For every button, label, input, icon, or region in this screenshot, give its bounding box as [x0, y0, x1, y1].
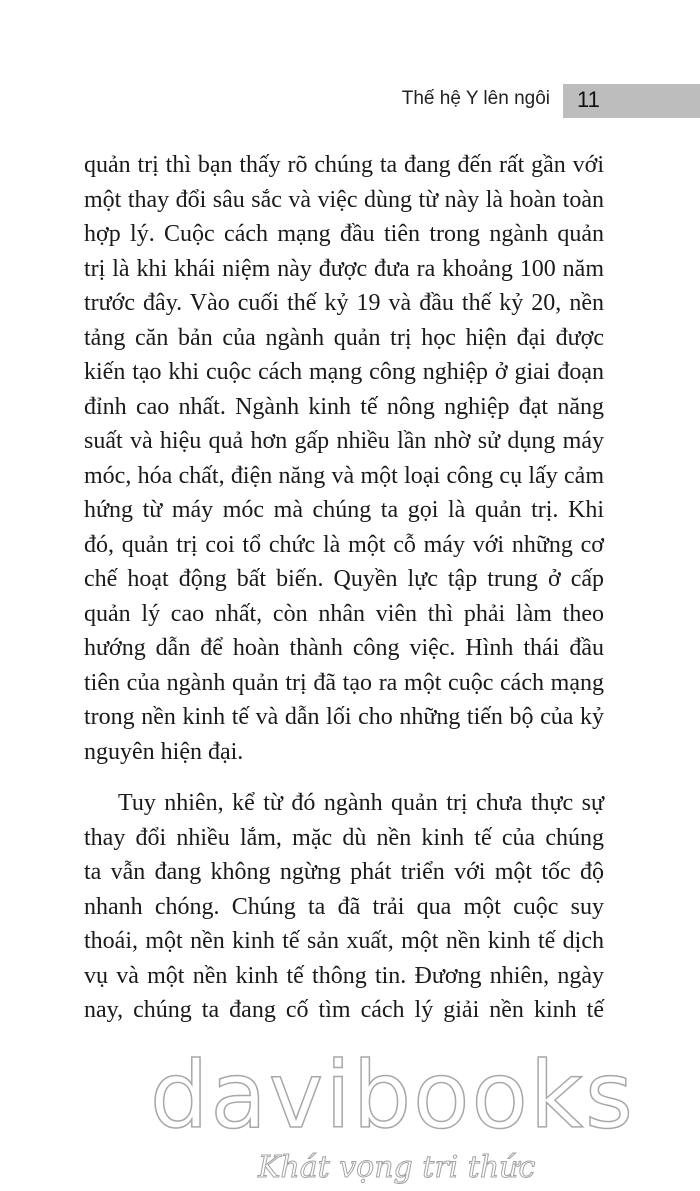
- text-line: móc, hóa chất, điện năng và một loại công cụ lấy cảm: [84, 462, 604, 489]
- page-number-box: [563, 84, 700, 118]
- running-header: [0, 84, 700, 120]
- text-line: vụ và một nền kinh tế thông tin. Đương nhiên, ngày: [84, 962, 604, 989]
- text-line: một thay đổi sâu sắc và việc dùng từ này là hoàn toàn: [84, 186, 604, 213]
- text-line: thay đổi nhiều lắm, mặc dù nền kinh tế của chúng: [84, 824, 604, 851]
- text-line: trong nền kinh tế và dẫn lối cho những tiến bộ của kỷ: [84, 704, 604, 730]
- chapter-title: Thế hệ Y lên ngôi: [401, 88, 550, 109]
- text-line: suất và hiệu quả hơn gấp nhiều lần nhờ sử dụng máy: [84, 428, 604, 454]
- text-line: ta vẫn đang không ngừng phát triển với một tốc độ: [84, 859, 604, 885]
- text-line: quản trị thì bạn thấy rõ chúng ta đang đến rất gần với: [84, 152, 604, 178]
- paragraph-2: [84, 786, 604, 1028]
- page-number: 11: [577, 87, 600, 112]
- text-line: đó, quản trị coi tổ chức là một cỗ máy với những cơ: [84, 531, 604, 558]
- text-line: trị là khi khái niệm này được đưa ra khoảng 100 năm: [84, 255, 604, 282]
- text-line: đỉnh cao nhất. Ngành kinh tế nông nghiệp đạt năng: [84, 393, 604, 420]
- text-line: tiên của ngành quản trị đã tạo ra một cuộc cách mạng: [84, 669, 604, 696]
- text-line: chế hoạt động bất biến. Quyền lực tập trung ở cấp: [84, 566, 604, 592]
- text-line: tảng căn bản của ngành quản trị học hiện đại được: [84, 324, 604, 351]
- watermark-slogan: Khát vọng tri thức: [258, 1150, 536, 1185]
- watermark-logo: davibooks: [150, 1042, 635, 1149]
- text-line: nguyên hiện đại.: [84, 738, 244, 765]
- text-line: trước đây. Vào cuối thế kỷ 19 và đầu thế kỷ 20, nền: [84, 290, 604, 316]
- paragraph-gap: [84, 769, 604, 786]
- text-line: hợp lý. Cuộc cách mạng đầu tiên trong ngành quản: [84, 221, 604, 247]
- text-line: Tuy nhiên, kể từ đó ngành quản trị chưa thực sự: [118, 790, 604, 816]
- text-line: quản lý cao nhất, còn nhân viên thì phải làm theo: [84, 600, 604, 627]
- body-text: [84, 148, 604, 1028]
- text-line: hướng dẫn để hoàn thành công việc. Hình thái đầu: [84, 635, 604, 661]
- text-line: nay, chúng ta đang cố tìm cách lý giải nền kinh tế: [84, 997, 604, 1023]
- text-line: hứng từ máy móc mà chúng ta gọi là quản trị. Khi: [84, 497, 604, 523]
- text-line: kiến tạo khi cuộc cách mạng công nghiệp ở giai đoạn: [84, 359, 604, 385]
- paragraph-1: [84, 148, 604, 769]
- text-line: thoái, một nền kinh tế sản xuất, một nền kinh tế dịch: [84, 928, 604, 954]
- text-line: nhanh chóng. Chúng ta đã trải qua một cuộc suy: [84, 893, 604, 920]
